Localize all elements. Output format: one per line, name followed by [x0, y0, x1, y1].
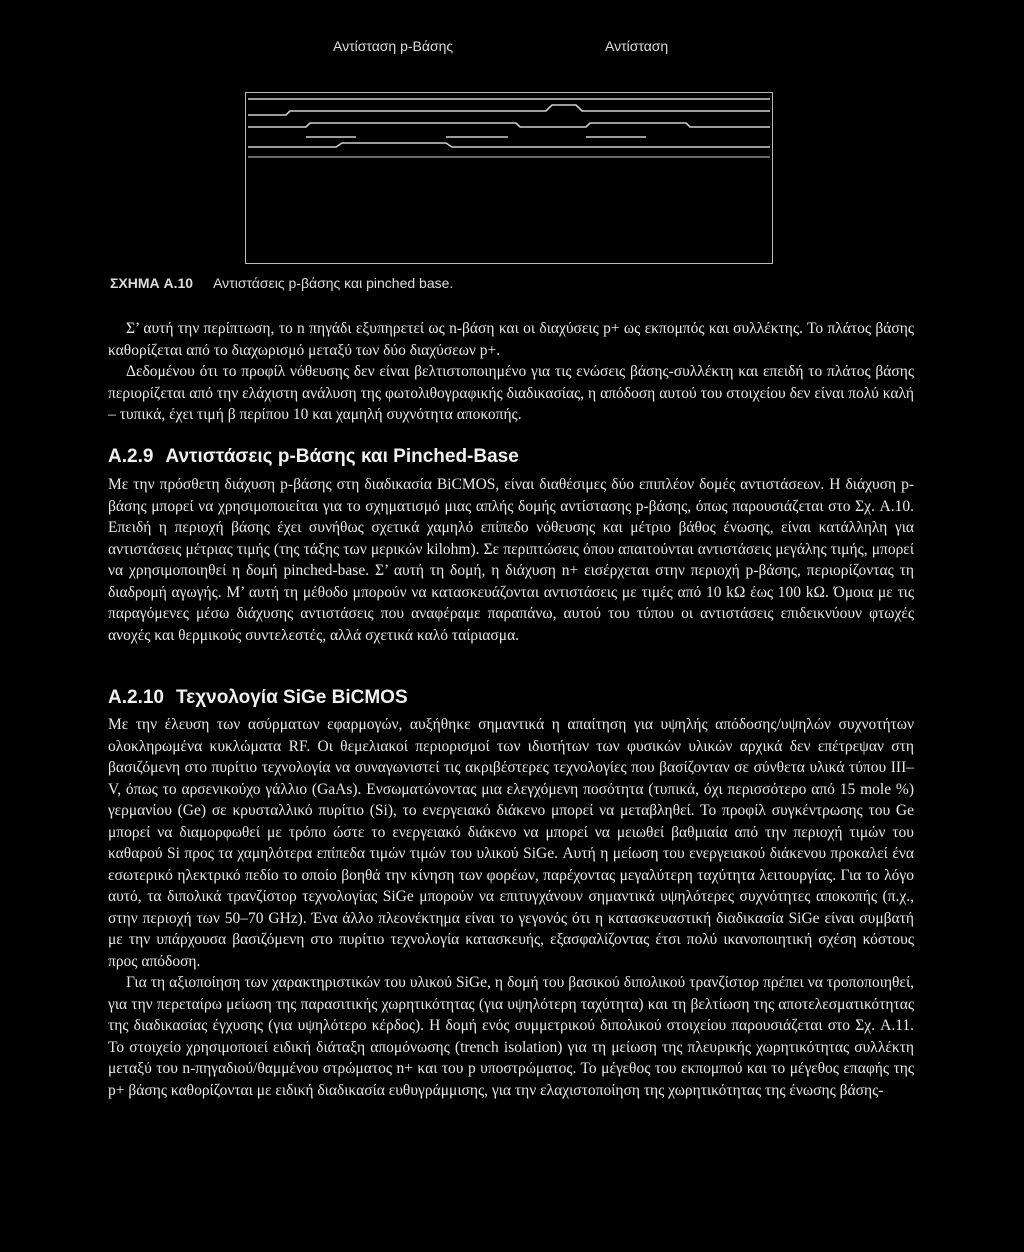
- figure-label-resistor: Αντίσταση: [605, 38, 669, 54]
- cross-section-drawing: [246, 93, 772, 263]
- paragraph: Σ’ αυτή την περίπτωση, το n πηγάδι εξυπηρετεί ως n-βάση και οι διαχύσεις p+ ως εκπομπός και συλλέκτης. Το πλάτος βάσης καθορίζεται από το διαχωρισμό μεταξύ των δύο διαχύσεων p+.: [108, 320, 914, 359]
- paragraph: Με την έλευση των ασύρματων εφαρμογών, αυξήθηκε σημαντικά η απαίτηση για υψηλής απόδοσης/υψηλών συχνοτήτων ολοκληρωμένα κυκλώματα RF. Οι θεμελιακοί περιορισμοί των ιδιοτήτων των φυσικών υλικών αρχικά δεν επέτρεψαν στη βασιζόμενη στο πυρίτιο τεχνολογία να συναγωνιστεί τις ακριβέστερες τεχνολογίες που βασίζονταν σε σύνθετα υλικά τύπου III–V, όπως το αρσενικούχο γάλλιο (GaAs). Ενσωματώνοντας μια ελεγχόμενη ποσότητα (τυπικά, όχι περισσότερο από 15 mole %) γερμανίου (Ge) σε κρυσταλλικό πυρίτιο (Si), το ενεργειακό διάκενο μπορεί να μεταβληθεί. Το προφίλ συγκέντρωσης του Ge μπορεί να διαμορφωθεί με τρόπο ώστε το ενεργειακό διάκενο να μπορεί να μειωθεί βαθμιαία από την περιοχή τιμών του καθαρού Si προς τα χαμηλότερα επίπεδα τιμών τιμών του υλικού SiGe. Αυτή η μείωση του ενεργειακού διάκενου προκαλεί ένα εσωτερικό ηλεκτρικό πεδίο το οποίο βοηθά την κίνηση των φορέων, παρέχοντας μεγαλύτερη ταχύτητα λειτουργίας. Για το λόγο αυτό, τα διπολικά τρανζίστορ τεχνολογίας SiGe μπορούν να επιτυγχάνουν σημαντικά υψηλότερες συχνότητες αποκοπής (π.χ., στην περιοχή των 50–70 GHz). Ένα άλλο πλεονέκτημα είναι το γεγονός ότι η κατασκευαστική διαδικασία SiGe είναι συμβατή με την υπάρχουσα βασιζόμενη στο πυρίτιο τεχνολογία κατασκευής, εξασφαλίζοντας έτσι πολύ ικανοποιητική σχέση κόστους προς απόδοση.: [108, 716, 914, 970]
- oxide-layer: [248, 105, 770, 115]
- figure-caption-number: ΣΧΗΜΑ A.10: [110, 275, 194, 291]
- paragraph: Με την πρόσθετη διάχυση p-βάσης στη διαδικασία BiCMOS, είναι διαθέσιμες δύο επιπλέον δομές αντιστάσεων. Η διάχυση p-βάσης μπορεί να χρησιμοποιείται για το σχηματισμό μιας απλής δομής αντίστασης p-βάσης, όπως παρουσιάζεται στο Σχ. A.10. Επειδή η περιοχή βάσης έχει συνήθως σχετικά χαμηλό επίπεδο νόθευσης και μέτριο βάθος ένωσης, είναι κατάλληλη για αντιστάσεις μέτριας τιμής (της τάξης των μερικών kilohm). Σε περιπτώσεις όπου απαιτούνται αντιστάσεις μεγάλης τιμής, μπορεί να χρησιμοποιηθεί η δομή pinched-base. Σ’ αυτή τη δομή, η διάχυση n+ εισέρχεται στην περιοχή p-βάσης, περιορίζοντας τη διαδρομή αγωγής. Μ’ αυτή τη μέθοδο μπορούν να κατασκευάζονται αντιστάσεις με τιμές από 10 kΩ έως 100 kΩ. Όμοια με τις παραγόμενες μέσω διάχυσης αντιστάσεις που αναφέραμε παραπάνω, αυτού του τύπου οι αντιστάσεις επιδεικνύουν φτωχές ανοχές και θερμικούς συντελεστές, αλλά σχετικά καλό ταίριασμα.: [108, 476, 914, 644]
- section-heading: [108, 446, 519, 468]
- paragraph: Για τη αξιοποίηση των χαρακτηριστικών του υλικού SiGe, η δομή του βασικού διπολικού τρανζίστορ πρέπει να τροποποιηθεί, για την περεταίρω μείωση της παρασιτικής χωρητικότητας (για υψηλότερη ταχύτητα) και τη βελτίωση της αποτελεσματικότητας της διαδικασίας έγχυσης (για υψηλότερο κέρδος). Η δομή ενός συμμετρικού διπολικού στοιχείου παρουσιάζεται στο Σχ. A.11. Το στοιχείο χρησιμοποιεί ειδική διάταξη απομόνωσης (trench isolation) για τη μείωση της πλευρικής χωρητικότητας συλλέκτη μεταξύ του n-πηγαδιού/θαμμένου στρώματος n+ και του p υποστρώματος. Το μέγεθος του εκπομπού και το μέγεθος επαφής της p+ βάσης καθορίζονται με ειδική διαδικασία ευθυγράμμισης, για την ελαχιστοποίηση της χωρητικότητας της ένωσης βάσης-: [108, 974, 914, 1099]
- figure-caption: [110, 275, 453, 291]
- section-number: A.2.9: [108, 446, 154, 467]
- paragraph: Δεδομένου ότι το προφίλ νόθευσης δεν είναι βελτιστοποιημένο για τις ενώσεις βάσης-συλλέκτη και επειδή το πλάτος βάσης περιορίζεται από την ελάχιστη ανάλυση της φωτολιθογραφικής διαδικασίας, η απόδοση αυτού του στοιχείου δεν είναι πολύ καλή – τυπικά, έχει τιμή β περίπου 10 και χαμηλή συχνότητα αποκοπής.: [108, 363, 914, 423]
- section-body: [108, 474, 914, 646]
- well-boundary: [248, 143, 770, 147]
- base-diffusion: [248, 123, 770, 127]
- figure-cross-section: [245, 92, 773, 264]
- figure-label-p-base-resistor: Αντίσταση p-Βάσης: [333, 38, 454, 54]
- intro-text: [108, 318, 914, 426]
- section-body: [108, 714, 914, 1101]
- section-title: Τεχνολογία SiGe BiCMOS: [175, 687, 408, 708]
- section-title: Αντιστάσεις p-Βάσης και Pinched-Base: [165, 446, 519, 467]
- figure-caption-text: Αντιστάσεις p-βάσης και pinched base.: [213, 275, 454, 291]
- section-heading: [108, 687, 408, 709]
- section-number: A.2.10: [108, 687, 164, 708]
